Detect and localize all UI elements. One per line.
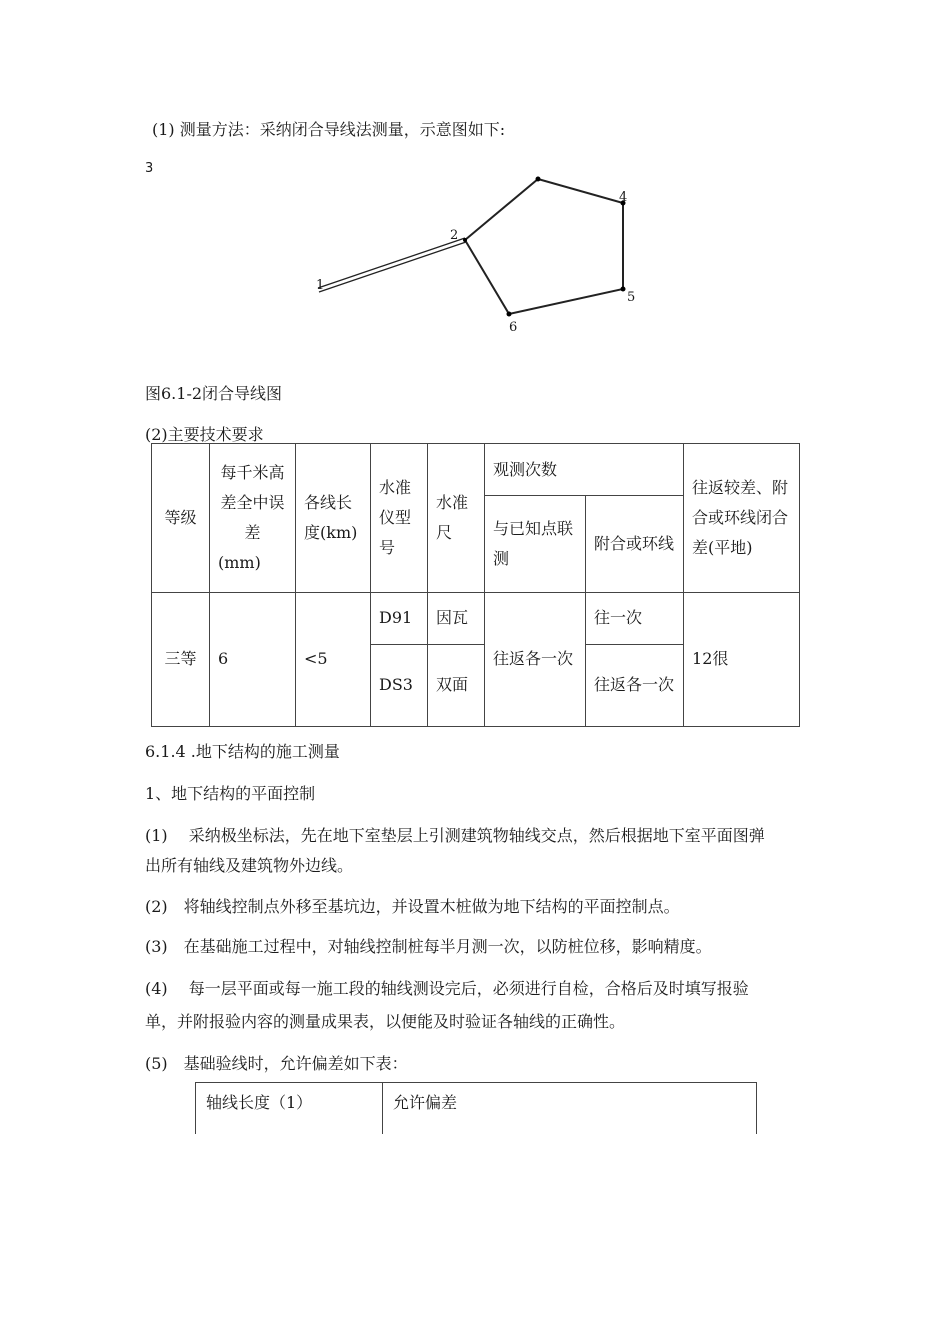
- intro-text: (1) 测量方法：采纳闭合导线法测量，示意图如下:: [152, 120, 506, 139]
- cell-known-point: 往返各一次: [485, 592, 586, 727]
- header-error-label: 每千米高差全中误差: [220, 462, 285, 542]
- item-1-line-2: 出所有轴线及建筑物外边线。: [145, 856, 354, 875]
- traverse-line-1-2b: [319, 242, 466, 292]
- header-error-unit: (mm): [218, 552, 261, 572]
- item-1-line-1: (1) 采纳极坐标法，先在地下室垫层上引测建筑物轴线交点，然后根据地下室平面图弹: [145, 826, 765, 845]
- figure-caption: 图6.1-2闭合导线图: [145, 384, 283, 403]
- cell-error: 6: [210, 592, 296, 727]
- subsection-title: 1、地下结构的平面控制: [145, 784, 316, 803]
- cell-loop-2: 往返各一次: [586, 644, 684, 726]
- cell-grade: 三等: [152, 592, 210, 727]
- label-point-2: 2: [450, 228, 459, 243]
- item-5: (5) 基础验线时，允许偏差如下表：: [145, 1054, 408, 1073]
- item-4-line-2: 单，并附报验内容的测量成果表，以便能及时验证各轴线的正确性。: [145, 1012, 626, 1031]
- cell-loop-1: 往一次: [586, 592, 684, 644]
- cell-instrument-2: DS3: [371, 644, 428, 726]
- header-observations: 观测次数: [485, 444, 684, 496]
- cell-instrument-1: D91: [371, 592, 428, 644]
- header-instrument: 水准仪型号: [371, 444, 428, 593]
- page-mark: 3: [145, 161, 154, 176]
- header-closure: 往返较差、附合或环线闭合差(平地): [684, 444, 800, 593]
- header-loop: 附合或环线: [586, 496, 684, 592]
- header-length: 各线长度(km): [296, 444, 371, 593]
- item-3: (3) 在基础施工过程中，对轴线控制桩每半月测一次，以防桩位移，影响精度。: [145, 937, 712, 956]
- cell-length: <5: [296, 592, 371, 727]
- item-4-line-1: (4) 每一层平面或每一施工段的轴线测设完后，必须进行自检，合格后及时填写报验: [145, 979, 749, 998]
- traverse-point-3: [536, 177, 541, 182]
- label-point-1: 1: [316, 278, 325, 293]
- technical-requirements-table: [151, 443, 800, 727]
- dev-header-axis-length: 轴线长度（1）: [196, 1083, 383, 1135]
- item-2: (2) 将轴线控制点外移至基坑边，并设置木桩做为地下结构的平面控制点。: [145, 897, 680, 916]
- header-rod: 水准尺: [428, 444, 485, 593]
- traverse-point-2: [463, 238, 467, 242]
- header-grade: 等级: [152, 444, 210, 593]
- requirements-heading: (2)主要技术要求: [145, 425, 264, 444]
- dev-header-allowed-deviation: 允许偏差: [383, 1083, 757, 1135]
- allowed-deviation-table: [195, 1082, 757, 1134]
- header-error: [210, 444, 296, 593]
- cell-rod-2: 双面: [428, 644, 485, 726]
- label-point-6: 6: [509, 320, 518, 335]
- traverse-point-6: [507, 312, 512, 317]
- label-point-5: 5: [627, 290, 636, 305]
- section-title: 6.1.4 .地下结构的施工测量: [145, 742, 340, 761]
- cell-rod-1: 因瓦: [428, 592, 485, 644]
- header-known-point: 与已知点联测: [485, 496, 586, 592]
- traverse-point-5: [621, 287, 626, 292]
- cell-closure: 12很: [684, 592, 800, 727]
- closed-traverse-diagram: [0, 0, 950, 360]
- traverse-line-1-2a: [318, 238, 465, 288]
- label-point-4: 4: [619, 190, 628, 205]
- traverse-polygon: [465, 179, 623, 314]
